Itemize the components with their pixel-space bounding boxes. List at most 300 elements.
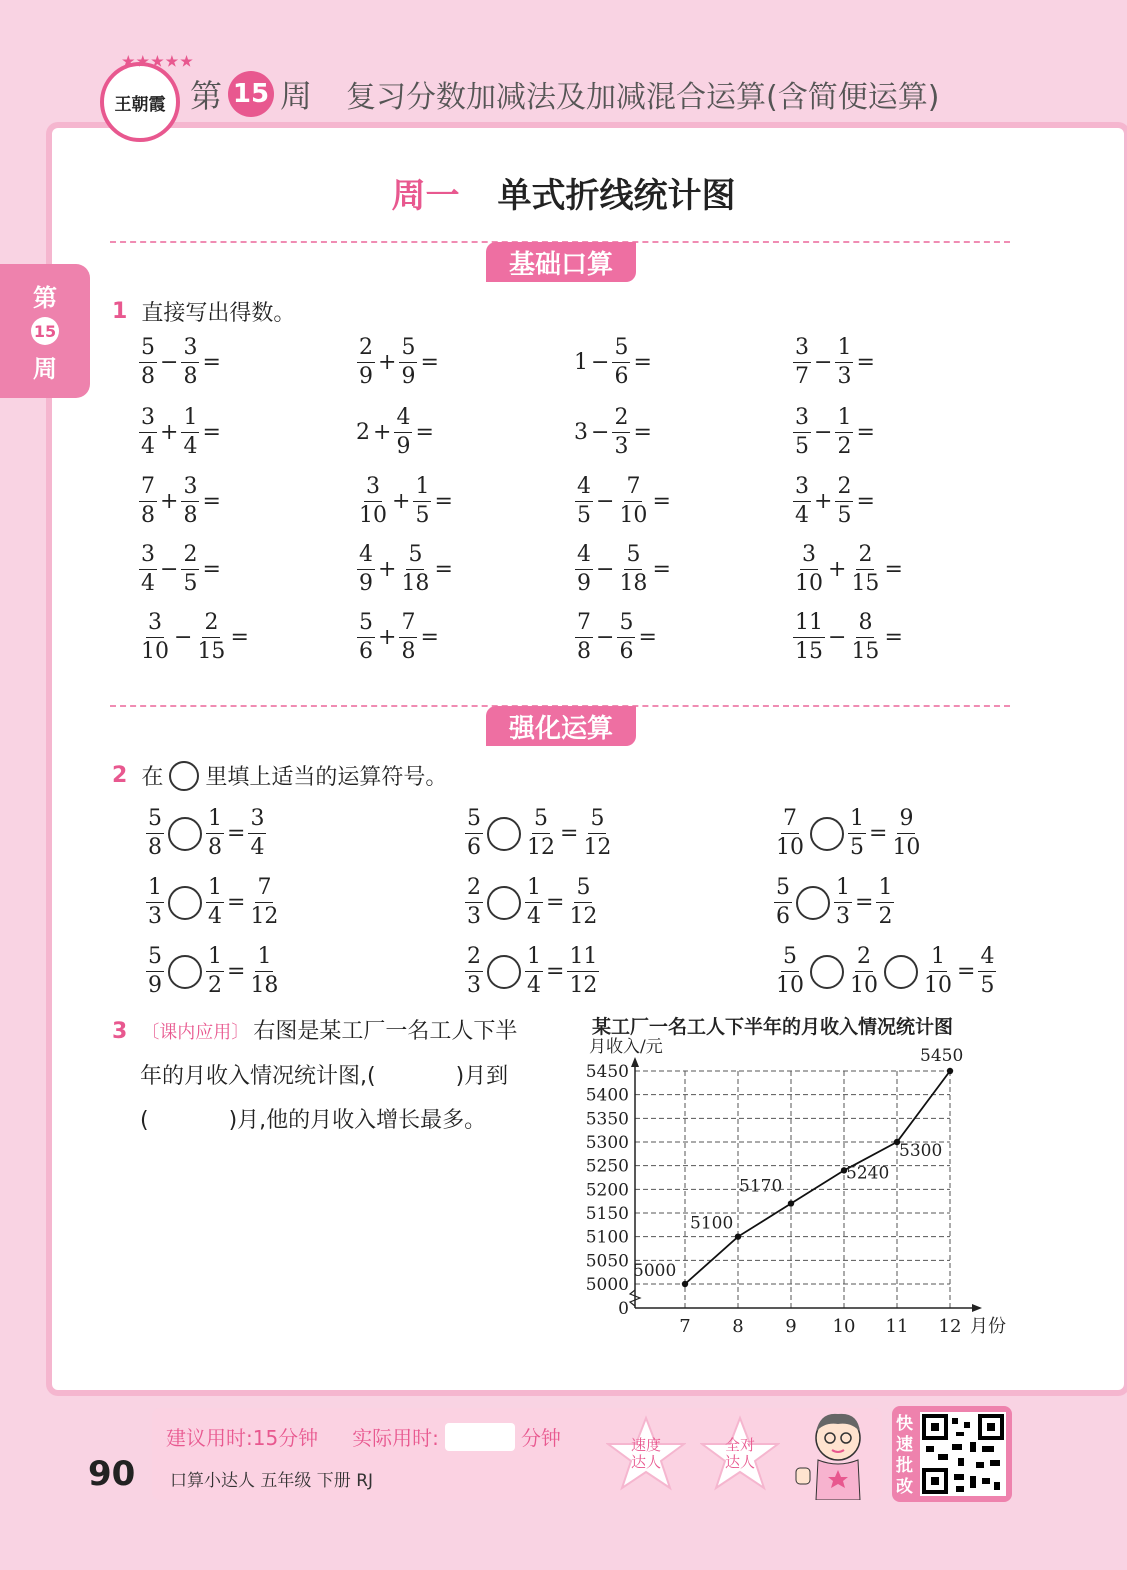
y-tick-label: 5400 (585, 1085, 629, 1106)
numerator: 5 (465, 807, 483, 834)
operator: + (392, 489, 411, 514)
denominator: 5 (837, 503, 852, 528)
math-expression (574, 406, 654, 459)
math-expression (773, 807, 923, 860)
operator-blank-circle[interactable] (168, 955, 202, 989)
math-expression (792, 543, 905, 596)
denominator: 4 (527, 904, 541, 929)
denominator: 2 (837, 434, 852, 459)
math-expression (138, 475, 223, 528)
math-expression (145, 807, 267, 860)
denominator: 3 (467, 973, 481, 998)
operator-blank-circle[interactable] (810, 817, 844, 851)
x-axis-arrow (972, 1304, 982, 1312)
logo (100, 54, 195, 142)
numerator: 5 (406, 543, 424, 570)
denominator: 8 (183, 503, 198, 528)
crown-icon: ★★★★★ (122, 54, 195, 70)
numerator: 7 (781, 807, 799, 834)
numerator: 2 (835, 475, 853, 502)
numerator: 2 (855, 945, 873, 972)
fraction (793, 543, 825, 596)
fraction (181, 543, 199, 596)
y-tick-label: 5100 (585, 1227, 629, 1248)
qr-label: 快速批改 (896, 1414, 913, 1497)
numerator: 2 (465, 876, 483, 903)
data-point (788, 1200, 794, 1206)
denominator: 10 (141, 639, 169, 664)
x-axis-title: 月份 (970, 1316, 1006, 1337)
fraction (465, 807, 483, 860)
numerator: 1 (525, 945, 543, 972)
fraction (612, 336, 630, 389)
data-label: 5000 (633, 1261, 677, 1281)
math-expression (356, 406, 436, 459)
footer-timing (166, 1422, 561, 1451)
income-line-chart (575, 1030, 1015, 1345)
side-tab-num: 15 (31, 317, 59, 345)
denominator: 9 (148, 973, 162, 998)
operator: + (160, 420, 179, 445)
fraction (181, 475, 199, 528)
numerator: 7 (399, 611, 417, 638)
math-expression (138, 406, 223, 459)
denominator: 4 (527, 973, 541, 998)
math-expression (574, 611, 659, 664)
denominator: 5 (183, 571, 198, 596)
fraction (139, 336, 157, 389)
denominator: 6 (359, 639, 373, 664)
y-tick-label: 0 (618, 1299, 629, 1319)
x-tick-label: 10 (832, 1316, 856, 1337)
q3-line-3 (112, 1099, 582, 1143)
operator: = (869, 821, 888, 846)
denominator: 8 (183, 364, 198, 389)
math-expression (792, 611, 905, 664)
numerator: 1 (525, 876, 543, 903)
denominator: 12 (583, 835, 612, 860)
operator: − (814, 350, 833, 375)
q1-text: 直接写出得数。 (141, 301, 296, 326)
operator: − (596, 625, 615, 650)
fraction (465, 876, 483, 929)
fraction (849, 611, 881, 664)
operator-blank-circle[interactable] (168, 886, 202, 920)
fraction (581, 807, 613, 860)
x-tick-label: 7 (679, 1316, 691, 1337)
fraction (146, 876, 164, 929)
numerator: 3 (248, 807, 266, 834)
fraction (793, 406, 811, 459)
operator: = (884, 625, 903, 650)
q3-line-2 (112, 1055, 582, 1099)
numerator: 1 (255, 945, 273, 972)
fraction (357, 336, 375, 389)
fraction (248, 945, 280, 998)
operator-blank-circle[interactable] (810, 955, 844, 989)
numerator: 4 (357, 543, 375, 570)
numerator: 5 (574, 876, 592, 903)
math-expression (792, 336, 877, 389)
fraction (774, 876, 792, 929)
denominator: 8 (577, 639, 591, 664)
fraction (399, 611, 417, 664)
denominator: 9 (396, 434, 411, 459)
fraction (575, 611, 593, 664)
q2-text-after: 里填上适当的运算符号。 (205, 765, 448, 790)
fraction (465, 945, 483, 998)
denominator: 4 (250, 835, 265, 860)
denominator: 4 (141, 434, 155, 459)
q2-heading (112, 760, 447, 791)
y-tick-label: 5250 (585, 1156, 629, 1177)
fraction (876, 876, 894, 929)
numerator: 2 (465, 945, 483, 972)
fraction (525, 876, 543, 929)
denominator: 15 (851, 571, 880, 596)
denominator: 10 (776, 973, 804, 998)
speed-star-badge (606, 1414, 686, 1494)
math-expression (773, 945, 997, 998)
qr-code-icon[interactable] (920, 1412, 1006, 1496)
numerator: 5 (146, 945, 164, 972)
numerator: 5 (146, 807, 164, 834)
fraction (139, 406, 157, 459)
operator: = (546, 890, 565, 915)
fraction (206, 807, 224, 860)
week-prefix: 第 (190, 77, 223, 115)
numerator: 5 (357, 611, 375, 638)
q3-line-1 (112, 1010, 582, 1055)
x-tick-label: 9 (785, 1316, 797, 1337)
operator: = (227, 959, 246, 984)
denominator: 10 (619, 503, 648, 528)
numerator: 4 (575, 543, 593, 570)
denominator: 10 (924, 973, 952, 998)
operator: − (174, 625, 193, 650)
denominator: 10 (359, 503, 387, 528)
operator: = (202, 557, 221, 582)
numerator: 1 (206, 876, 224, 903)
denominator: 15 (851, 639, 880, 664)
denominator: 8 (148, 835, 162, 860)
numerator: 5 (612, 336, 630, 363)
operator: = (202, 350, 221, 375)
fraction (525, 945, 543, 998)
y-tick-label: 5000 (585, 1275, 629, 1295)
denominator: 3 (467, 904, 481, 929)
numerator: 7 (624, 475, 642, 502)
numerator: 8 (856, 611, 874, 638)
operator: = (957, 959, 976, 984)
fraction (848, 945, 880, 998)
denominator: 3 (837, 364, 852, 389)
data-point (735, 1233, 741, 1239)
fraction (181, 336, 199, 389)
numerator: 1 (929, 945, 947, 972)
fraction (399, 543, 431, 596)
operator: = (633, 420, 652, 445)
actual-time-label: 实际用时: (352, 1426, 439, 1450)
denominator: 4 (141, 571, 155, 596)
numerator: 1 (835, 336, 853, 363)
time-unit: 分钟 (520, 1426, 561, 1450)
side-week-tab (0, 264, 90, 398)
operator: = (652, 557, 671, 582)
operator-blank-circle[interactable] (487, 955, 521, 989)
data-label: 5300 (899, 1141, 943, 1161)
math-expression (356, 611, 441, 664)
operator: = (420, 350, 439, 375)
denominator: 5 (795, 434, 809, 459)
logo-text: 王朝霞 (114, 94, 166, 115)
numerator: 3 (800, 543, 818, 570)
numerator: 2 (357, 336, 375, 363)
operator: − (596, 557, 615, 582)
q3-number: 3 (112, 1019, 128, 1044)
fraction (793, 336, 811, 389)
numerator: 5 (617, 611, 635, 638)
chart-title: 某工厂一名工人下半年的月收入情况统计图 (592, 1016, 954, 1038)
fraction (575, 475, 593, 528)
math-expression (138, 336, 223, 389)
numerator: 1 (413, 475, 431, 502)
operator: = (420, 625, 439, 650)
operator: = (855, 890, 874, 915)
data-label: 5240 (846, 1163, 890, 1184)
math-expression (574, 543, 673, 596)
fraction (612, 406, 630, 459)
denominator: 5 (415, 503, 430, 528)
math-expression (773, 876, 895, 929)
numerator: 7 (139, 475, 157, 502)
q1-heading (112, 296, 295, 327)
whole-number: 2 (356, 420, 370, 445)
x-tick-label: 11 (885, 1316, 909, 1337)
numerator: 5 (532, 807, 550, 834)
operator: = (227, 821, 246, 846)
math-expression (138, 611, 251, 664)
operator: − (591, 350, 610, 375)
numerator: 5 (624, 543, 642, 570)
fraction (139, 475, 157, 528)
fraction (617, 543, 649, 596)
denominator: 3 (614, 434, 629, 459)
fraction (575, 543, 593, 596)
numerator: 5 (139, 336, 157, 363)
denominator: 6 (467, 835, 481, 860)
q1-number: 1 (112, 299, 128, 324)
denominator: 3 (836, 904, 850, 929)
operator: = (434, 489, 453, 514)
fraction (206, 876, 224, 929)
denominator: 8 (401, 639, 416, 664)
denominator: 9 (359, 364, 373, 389)
q3-line2a: 年的月收入情况统计图,( (140, 1064, 376, 1089)
numerator: 1 (146, 876, 164, 903)
fraction (357, 475, 389, 528)
y-axis-title: 月收入/元 (589, 1037, 663, 1057)
operator: = (856, 489, 875, 514)
data-label: 5450 (920, 1046, 964, 1066)
operator: = (638, 625, 657, 650)
y-tick-label: 5050 (585, 1251, 629, 1272)
numerator: 3 (364, 475, 382, 502)
numerator: 5 (399, 336, 417, 363)
q3-line3a: ( (140, 1108, 149, 1133)
fraction (617, 611, 635, 664)
math-expression (464, 876, 600, 929)
circle-icon (169, 761, 199, 791)
operator: = (230, 625, 249, 650)
numerator: 3 (181, 336, 199, 363)
x-tick-label: 12 (938, 1316, 962, 1337)
math-expression (356, 543, 455, 596)
fraction (793, 611, 825, 664)
cartoon-kid-icon (790, 1408, 876, 1500)
y-tick-label: 5350 (585, 1109, 629, 1130)
numerator: 3 (793, 336, 811, 363)
whole-number: 1 (574, 350, 588, 375)
denominator: 18 (250, 973, 279, 998)
denominator: 12 (527, 835, 555, 860)
fraction (835, 406, 853, 459)
operator: = (884, 557, 903, 582)
operator: = (856, 350, 875, 375)
numerator: 3 (139, 406, 157, 433)
numerator: 2 (612, 406, 630, 433)
operator-blank-circle[interactable] (884, 955, 918, 989)
numerator: 2 (181, 543, 199, 570)
denominator: 2 (878, 904, 893, 929)
fraction (146, 807, 164, 860)
q2-number: 2 (112, 763, 128, 788)
operator: = (202, 489, 221, 514)
whole-number: 3 (574, 420, 588, 445)
fraction (835, 336, 853, 389)
operator: − (591, 420, 610, 445)
operator-blank-circle[interactable] (487, 886, 521, 920)
denominator: 10 (850, 973, 878, 998)
math-expression (464, 945, 600, 998)
math-expression (145, 876, 281, 929)
suggested-time: 建议用时:15分钟 (166, 1426, 319, 1450)
operator-blank-circle[interactable] (487, 817, 521, 851)
numerator: 3 (181, 475, 199, 502)
fraction (890, 807, 922, 860)
denominator: 12 (569, 904, 598, 929)
accuracy-star-badge (700, 1414, 780, 1494)
numerator: 1 (848, 807, 866, 834)
denominator: 9 (359, 571, 373, 596)
star-speed-text: 速度达人 (630, 1436, 661, 1471)
numerator: 5 (781, 945, 799, 972)
x-tick-label: 8 (732, 1316, 744, 1337)
math-expression (138, 543, 223, 596)
fraction (206, 945, 224, 998)
denominator: 18 (401, 571, 430, 596)
denominator: 6 (614, 364, 629, 389)
fraction (834, 876, 852, 929)
denominator: 8 (208, 835, 222, 860)
series-line (685, 1071, 950, 1284)
numerator: 3 (139, 543, 157, 570)
numerator: 1 (835, 406, 853, 433)
operator-blank-circle[interactable] (796, 886, 830, 920)
operator: + (828, 557, 847, 582)
numerator: 11 (793, 611, 825, 638)
numerator: 1 (834, 876, 852, 903)
math-expression (356, 336, 441, 389)
denominator: 10 (795, 571, 823, 596)
fraction (617, 475, 649, 528)
actual-time-input[interactable] (445, 1423, 515, 1451)
denominator: 10 (776, 835, 804, 860)
fraction (181, 406, 199, 459)
q3-line2b: )月到 (455, 1064, 509, 1089)
numerator: 9 (897, 807, 915, 834)
operator-blank-circle[interactable] (168, 817, 202, 851)
week-suffix: 周 (280, 77, 313, 115)
denominator: 5 (577, 503, 591, 528)
fraction (849, 543, 881, 596)
operator: = (546, 959, 565, 984)
denominator: 4 (795, 503, 809, 528)
star-accuracy-text: 全对达人 (724, 1436, 755, 1471)
numerator: 2 (856, 543, 874, 570)
operator: + (814, 489, 833, 514)
q3-line1-text: 右图是某工厂一名工人下半 (253, 1019, 518, 1044)
math-expression (792, 475, 877, 528)
numerator: 4 (394, 406, 412, 433)
math-expression (574, 475, 673, 528)
fraction (835, 475, 853, 528)
fraction (357, 543, 375, 596)
week-topic: 复习分数加减法及加减混合运算(含简便运算) (346, 80, 940, 115)
denominator: 2 (208, 973, 222, 998)
denominator: 4 (208, 904, 222, 929)
fraction (525, 807, 557, 860)
fraction (248, 807, 266, 860)
numerator: 2 (202, 611, 220, 638)
fraction (774, 945, 806, 998)
fraction (978, 945, 996, 998)
page-title (0, 168, 1127, 217)
operator: − (160, 557, 179, 582)
operator: − (160, 350, 179, 375)
fraction (394, 406, 412, 459)
numerator: 3 (793, 475, 811, 502)
fraction (146, 945, 164, 998)
operator: = (652, 489, 671, 514)
fraction (567, 876, 599, 929)
numerator: 1 (181, 406, 199, 433)
operator: + (378, 625, 397, 650)
denominator: 6 (776, 904, 790, 929)
y-tick-label: 5450 (585, 1062, 629, 1082)
q3-text (112, 1010, 582, 1143)
book-info: 口算小达人 五年级 下册 RJ (170, 1471, 374, 1491)
side-tab-top: 第 (33, 284, 57, 312)
denominator: 7 (795, 364, 809, 389)
fraction (139, 543, 157, 596)
denominator: 12 (250, 904, 279, 929)
fraction (848, 807, 866, 860)
numerator: 5 (774, 876, 792, 903)
denominator: 6 (619, 639, 634, 664)
operator: + (373, 420, 392, 445)
denominator: 18 (619, 571, 648, 596)
